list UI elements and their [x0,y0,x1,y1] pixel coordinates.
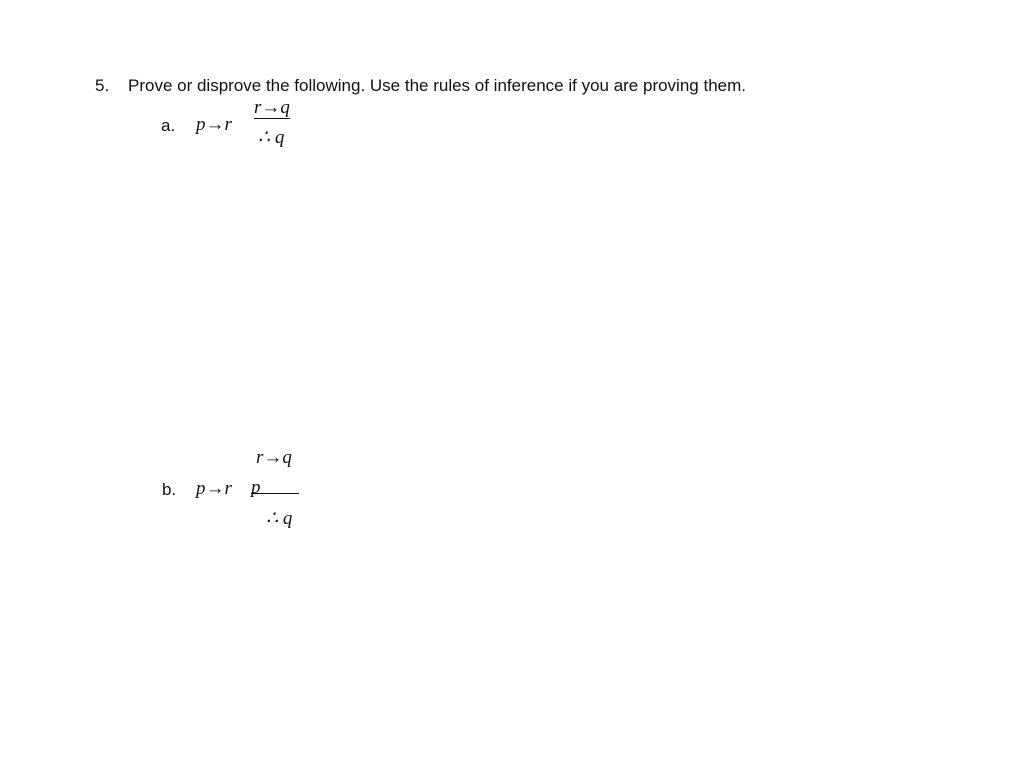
part-b-label: b. [162,480,177,499]
part-a-conclusion: ∴ q [258,127,285,148]
part-b-inference-line [251,493,299,494]
part-a-premise-1: p→r [196,114,232,135]
part-a-inference-line [254,118,290,119]
question-number: 5. [95,76,110,95]
part-a-label: a. [161,116,176,135]
part-b-premise-2: r→q [256,447,292,468]
part-b-premise-3: p [251,477,261,498]
question-text: Prove or disprove the following. Use the rules of inference if you are proving them. [128,76,746,95]
part-b-conclusion: ∴ q [266,508,293,529]
part-b-premise-1: p→r [196,478,232,499]
part-a-premise-2: r→q [254,97,290,118]
